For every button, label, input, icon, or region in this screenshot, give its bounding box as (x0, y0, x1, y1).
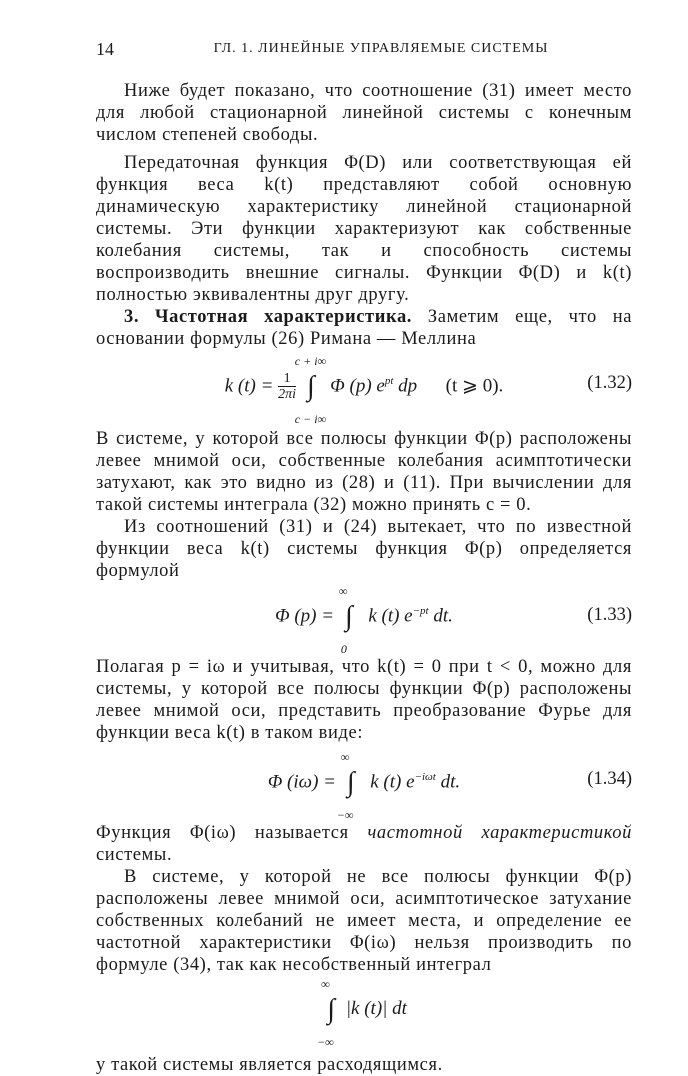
section-3 (96, 306, 632, 350)
integral-sign: ∫ c + i∞ c − i∞ (294, 353, 327, 426)
eq-last-integrand: |k (t)| dt (345, 998, 407, 1019)
paragraph-8: у такой системы является расходящимся. (96, 1055, 443, 1075)
eq133-lhs: Φ (p) = (275, 605, 335, 627)
eq133-integrand: k (t) e (368, 605, 413, 627)
integral-sign: ∫ ∞ 0 (338, 583, 353, 656)
section-heading: 3. Частотная характеристика. (124, 307, 413, 327)
term-frequency-response: частотной характеристикой (367, 823, 632, 843)
paragraph-6: Функция Φ(iω) называется частотной характеристикой системы. (96, 823, 632, 865)
page-number: 14 (96, 39, 114, 59)
paragraph-4: Из соотношений (31) и (24) вытекает, что по известной функции веса k(t) системы функция Φ(p) определяется формулой (96, 517, 632, 581)
page-body (96, 80, 632, 1076)
running-head: ГЛ. 1. ЛИНЕЙНЫЕ УПРАВЛЯЕМЫЕ СИСТЕМЫ (213, 41, 549, 56)
paragraph-7: В системе, у которой не все полюсы функции Φ(p) расположены левее мнимой оси, асимптотическое затухание собственных колебаний не имеет места, и определение ее частотной характеристики Φ(iω) нельзя производить по формуле (34), так как несобственный интеграл (96, 867, 632, 975)
equation-improper-integral (96, 976, 632, 1054)
eq132-integrand: Φ (p) e (330, 375, 385, 397)
eq132-fraction: $\frac{1}{2\pi i}$ (278, 371, 297, 403)
integral-sign: ∫ ∞ −∞ (336, 749, 355, 822)
eq134-integrand: k (t) e (370, 771, 415, 793)
equation-label: (1.33) (587, 605, 632, 625)
equation-1-34: Φ (iω) = ∫ ∞ −∞ k (t) $e^{-i\omega t}$ dt. (1.34) (267, 749, 632, 822)
integral-sign: ∫ ∞ −∞ (317, 976, 335, 1049)
paragraph-2: Передаточная функция Φ(D) или соответствующая ей функция веса k(t) представляют собой основную динамическую характеристику линейной стационарной системы. Эти функции характеризуют как собственные колебания системы, так и способность системы воспроизводить внешние сигналы. Функции Φ(D) и k(t) полностью эквивалентны друг другу. (96, 153, 632, 305)
equation-1-33: Φ (p) = ∫ ∞ 0 k (t) $e^{-pt}$ dt. (1.33) (275, 583, 632, 656)
paragraph-1: Ниже будет показано, что соотношение (31) имеет место для любой стационарной линейной системы с конечным числом степеней свободы. (96, 81, 632, 145)
equation-label: (1.34) (587, 769, 632, 789)
section-text: Заметим еще, что на основании формулы (26) Римана — Меллина (96, 307, 632, 349)
eq134-lhs: Φ (iω) = (267, 771, 336, 793)
paragraph-5: Полагая p = iω и учитывая, что k(t) = 0 при t < 0, можно для системы, у которой все полюсы функции Φ(p) расположены левее мнимой оси, представить преобразование Фурье для функции веса k(t) в таком виде: (96, 657, 632, 743)
eq132-lhs: k (t) = (224, 375, 274, 397)
page-header (96, 38, 636, 60)
equation-label: (1.32) (587, 373, 632, 393)
equation-1-32: k (t) = $\frac{1}{2\pi i}$ ∫ c + i∞ c − i∞ Φ (p) $e^{pt}$ dp (t ⩾ 0). (1.32) (224, 353, 632, 426)
eq132-condition: (t ⩾ 0). (445, 375, 504, 397)
paragraph-3: В системе, у которой все полюсы функции Φ(p) расположены левее мнимой оси, собственные колебания асимптотически затухают, как это видно из (28) и (11). При вычислении для такой системы интеграла (32) можно принять c = 0. (96, 429, 632, 515)
